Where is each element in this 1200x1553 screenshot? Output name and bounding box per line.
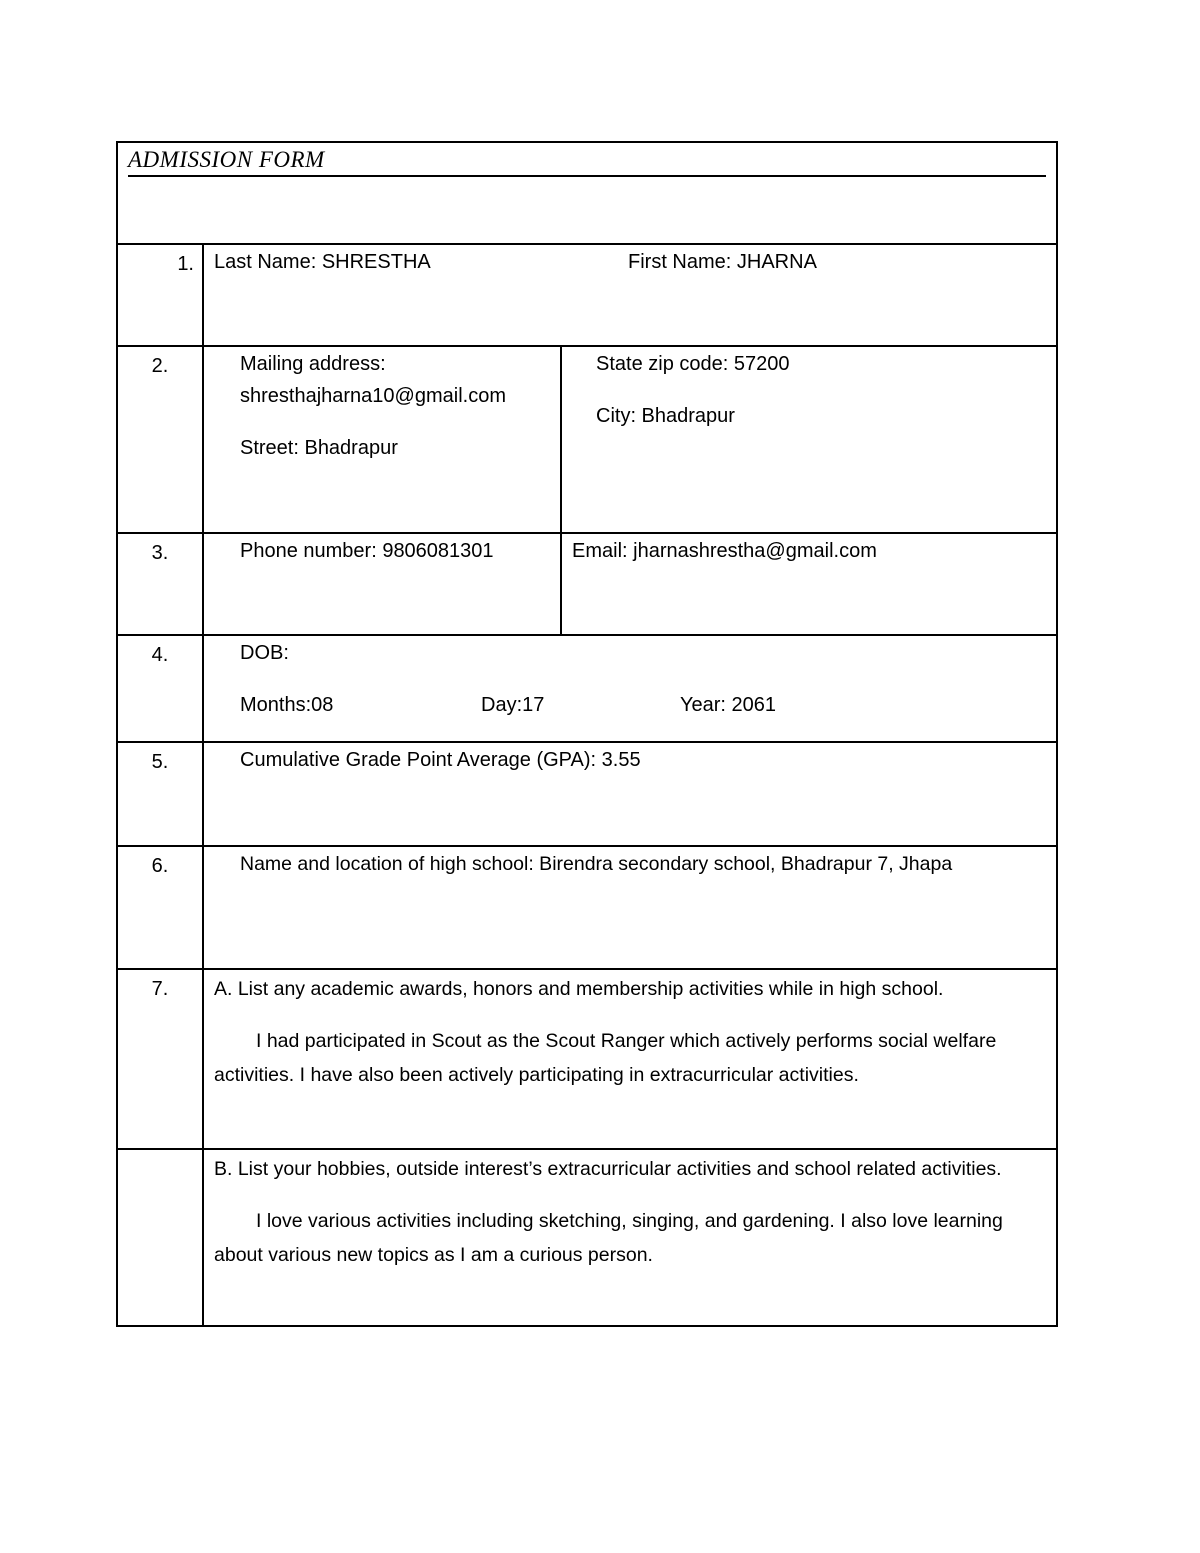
mailing-address-label: Mailing address:	[240, 353, 386, 375]
address-left-cell	[204, 347, 562, 532]
dob-year: Year: 2061	[680, 694, 777, 716]
email-cell	[562, 534, 1056, 634]
row-number: 6.	[118, 847, 204, 968]
row-number: 5.	[118, 743, 204, 845]
row-gpa	[118, 743, 1056, 847]
row-address	[118, 347, 1056, 534]
first-name-field: First Name: JHARNA	[628, 251, 817, 273]
row-content	[204, 970, 1056, 1148]
high-school-field: Name and location of high school: Birendra secondary school, Bhadrapur 7, Jhapa	[240, 853, 953, 875]
row-content	[204, 534, 1056, 634]
row-contact	[118, 534, 1056, 636]
row-content	[204, 743, 1056, 845]
gpa-field: Cumulative Grade Point Average (GPA): 3.55	[240, 749, 641, 771]
address-right-cell	[562, 347, 1056, 532]
zip-code-field: State zip code: 57200	[596, 353, 790, 375]
row-number: 3.	[118, 534, 204, 634]
row-content	[204, 347, 1056, 532]
last-name-field: Last Name: SHRESTHA	[214, 251, 431, 273]
row-content	[204, 636, 1056, 741]
row-dob	[118, 636, 1056, 743]
row-content	[204, 1150, 1056, 1325]
row-content	[204, 245, 1056, 345]
dob-day: Day:17	[481, 694, 545, 716]
admission-form	[116, 141, 1058, 1327]
row-number: 4.	[118, 636, 204, 741]
mailing-address-value: shresthajharna10@gmail.com	[240, 385, 506, 407]
email-field: Email: jharnashrestha@gmail.com	[572, 540, 877, 562]
row-high-school	[118, 847, 1056, 970]
form-title: ADMISSION FORM	[128, 147, 1046, 177]
dob-label: DOB:	[240, 642, 289, 664]
dob-months: Months:08	[240, 694, 334, 716]
row-number: 2.	[118, 347, 204, 532]
phone-field: Phone number: 9806081301	[240, 540, 494, 562]
hobbies-answer: I love various activities including sketching, singing, and gardening. I also love learning about various new topics as I am a curious person.	[214, 1210, 1003, 1266]
row-number: 1.	[118, 245, 204, 345]
hobbies-question: B. List your hobbies, outside interest’s extracurricular activities and school related activities.	[214, 1158, 1002, 1180]
city-field: City: Bhadrapur	[596, 405, 735, 427]
title-row	[118, 143, 1056, 245]
awards-answer: I had participated in Scout as the Scout Ranger which actively performs social welfare activities. I have also been actively participating in extracurricular activities.	[214, 1030, 997, 1086]
row-number: 7.	[118, 970, 204, 1148]
phone-cell	[204, 534, 562, 634]
street-field: Street: Bhadrapur	[240, 437, 398, 459]
row-awards	[118, 970, 1056, 1150]
row-number	[118, 1150, 204, 1325]
row-content	[204, 847, 1056, 968]
awards-question: A. List any academic awards, honors and membership activities while in high school.	[214, 978, 944, 1000]
row-name	[118, 245, 1056, 347]
row-hobbies	[118, 1150, 1056, 1325]
